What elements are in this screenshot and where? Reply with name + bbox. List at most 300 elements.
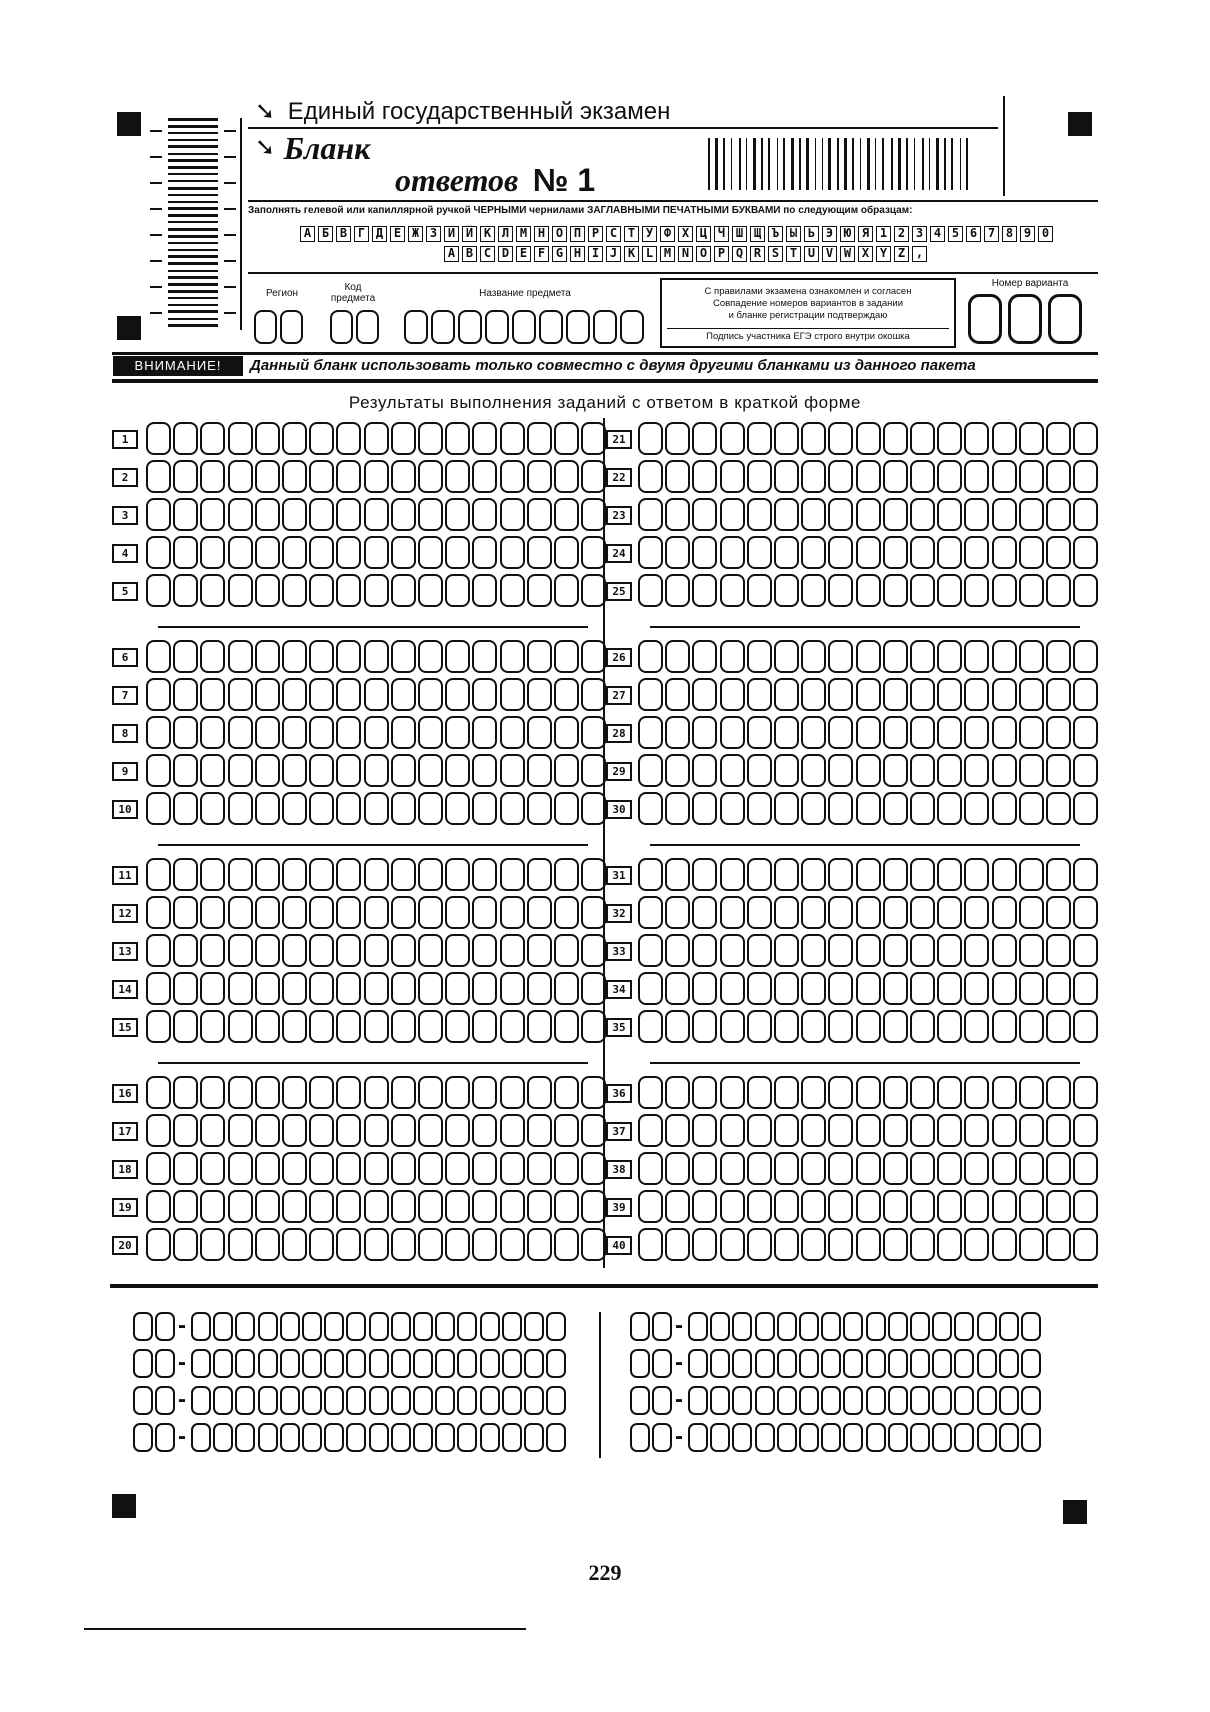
answer-cell[interactable] (801, 858, 826, 891)
answer-cell[interactable] (391, 1228, 416, 1261)
answer-cell[interactable] (1019, 460, 1044, 493)
answer-cell[interactable] (445, 934, 470, 967)
answer-cell[interactable] (1019, 754, 1044, 787)
replacement-answer-cell[interactable] (866, 1386, 886, 1415)
replacement-answer-cell[interactable] (457, 1312, 477, 1341)
answer-cell[interactable] (964, 574, 989, 607)
answer-cell[interactable] (554, 972, 579, 1005)
answer-cell[interactable] (173, 1010, 198, 1043)
answer-cell[interactable] (1019, 896, 1044, 929)
answer-cell[interactable] (883, 716, 908, 749)
replacement-answer-cell[interactable] (843, 1312, 863, 1341)
replacement-answer-cell[interactable] (999, 1312, 1019, 1341)
answer-cell[interactable] (554, 716, 579, 749)
answer-cell[interactable] (173, 1076, 198, 1109)
answer-cell[interactable] (364, 716, 389, 749)
answer-cell[interactable] (828, 574, 853, 607)
answer-cell[interactable] (391, 716, 416, 749)
answer-cell[interactable] (527, 754, 552, 787)
answer-cell[interactable] (692, 896, 717, 929)
answer-cell[interactable] (937, 896, 962, 929)
answer-cell[interactable] (527, 536, 552, 569)
answer-cell[interactable] (418, 1152, 443, 1185)
answer-cell[interactable] (638, 858, 663, 891)
answer-cell[interactable] (200, 716, 225, 749)
answer-cell[interactable] (638, 1228, 663, 1261)
replacement-answer-cell[interactable] (1021, 1386, 1041, 1415)
answer-cell[interactable] (173, 858, 198, 891)
answer-cell[interactable] (309, 574, 334, 607)
answer-cell[interactable] (173, 536, 198, 569)
answer-cell[interactable] (391, 498, 416, 531)
answer-cell[interactable] (527, 1152, 552, 1185)
answer-cell[interactable] (992, 1228, 1017, 1261)
answer-cell[interactable] (228, 858, 253, 891)
answer-cell[interactable] (200, 858, 225, 891)
answer-cell[interactable] (937, 858, 962, 891)
answer-cell[interactable] (692, 858, 717, 891)
answer-cell[interactable] (309, 422, 334, 455)
replacement-answer-cell[interactable] (799, 1312, 819, 1341)
replacement-answer-cell[interactable] (280, 1312, 300, 1341)
replacement-answer-cell[interactable] (755, 1312, 775, 1341)
answer-cell[interactable] (173, 754, 198, 787)
replacement-answer-cell[interactable] (755, 1349, 775, 1378)
answer-cell[interactable] (336, 972, 361, 1005)
answer-cell[interactable] (228, 1114, 253, 1147)
answer-cell[interactable] (1073, 498, 1098, 531)
answer-cell[interactable] (692, 1114, 717, 1147)
answer-cell[interactable] (828, 460, 853, 493)
subject-name-cell[interactable] (404, 310, 428, 344)
replacement-answer-cell[interactable] (777, 1312, 797, 1341)
answer-cell[interactable] (200, 460, 225, 493)
replacement-answer-cell[interactable] (821, 1423, 841, 1452)
replacement-answer-cell[interactable] (524, 1386, 544, 1415)
answer-cell[interactable] (282, 1114, 307, 1147)
answer-cell[interactable] (828, 536, 853, 569)
answer-cell[interactable] (309, 1010, 334, 1043)
answer-cell[interactable] (445, 858, 470, 891)
replacement-answer-cell[interactable] (843, 1423, 863, 1452)
answer-cell[interactable] (828, 422, 853, 455)
answer-cell[interactable] (883, 792, 908, 825)
answer-cell[interactable] (665, 460, 690, 493)
answer-cell[interactable] (554, 498, 579, 531)
answer-cell[interactable] (1046, 934, 1071, 967)
replacement-answer-cell[interactable] (302, 1423, 322, 1452)
answer-cell[interactable] (992, 460, 1017, 493)
answer-cell[interactable] (391, 422, 416, 455)
replacement-answer-cell[interactable] (710, 1349, 730, 1378)
answer-cell[interactable] (720, 754, 745, 787)
answer-cell[interactable] (472, 422, 497, 455)
answer-cell[interactable] (992, 1076, 1017, 1109)
answer-cell[interactable] (472, 536, 497, 569)
answer-cell[interactable] (1073, 754, 1098, 787)
answer-cell[interactable] (720, 678, 745, 711)
answer-cell[interactable] (282, 1076, 307, 1109)
variant-cell-2[interactable] (1008, 294, 1042, 344)
answer-cell[interactable] (336, 1152, 361, 1185)
answer-cell[interactable] (720, 640, 745, 673)
answer-cell[interactable] (391, 1152, 416, 1185)
answer-cell[interactable] (500, 498, 525, 531)
answer-cell[interactable] (391, 754, 416, 787)
answer-cell[interactable] (255, 1228, 280, 1261)
answer-cell[interactable] (964, 498, 989, 531)
answer-cell[interactable] (255, 678, 280, 711)
answer-cell[interactable] (801, 1190, 826, 1223)
answer-cell[interactable] (1019, 1152, 1044, 1185)
answer-cell[interactable] (472, 1114, 497, 1147)
answer-cell[interactable] (720, 896, 745, 929)
answer-cell[interactable] (856, 498, 881, 531)
answer-cell[interactable] (500, 1228, 525, 1261)
answer-cell[interactable] (282, 1010, 307, 1043)
replacement-answer-cell[interactable] (910, 1312, 930, 1341)
answer-cell[interactable] (554, 1228, 579, 1261)
answer-cell[interactable] (828, 1010, 853, 1043)
answer-cell[interactable] (910, 498, 935, 531)
replacement-number-cell[interactable] (133, 1349, 153, 1378)
answer-cell[interactable] (937, 574, 962, 607)
replacement-answer-cell[interactable] (999, 1386, 1019, 1415)
replacement-answer-cell[interactable] (732, 1349, 752, 1378)
replacement-answer-cell[interactable] (213, 1386, 233, 1415)
replacement-number-cell[interactable] (652, 1423, 672, 1452)
answer-cell[interactable] (527, 972, 552, 1005)
answer-cell[interactable] (856, 1228, 881, 1261)
answer-cell[interactable] (364, 422, 389, 455)
answer-cell[interactable] (801, 1228, 826, 1261)
answer-cell[interactable] (554, 858, 579, 891)
answer-cell[interactable] (527, 460, 552, 493)
answer-cell[interactable] (964, 1114, 989, 1147)
answer-cell[interactable] (391, 1010, 416, 1043)
answer-cell[interactable] (364, 754, 389, 787)
answer-cell[interactable] (173, 460, 198, 493)
answer-cell[interactable] (720, 1076, 745, 1109)
answer-cell[interactable] (883, 498, 908, 531)
answer-cell[interactable] (883, 640, 908, 673)
answer-cell[interactable] (472, 678, 497, 711)
answer-cell[interactable] (801, 754, 826, 787)
answer-cell[interactable] (937, 972, 962, 1005)
answer-cell[interactable] (309, 754, 334, 787)
answer-cell[interactable] (883, 678, 908, 711)
answer-cell[interactable] (200, 640, 225, 673)
answer-cell[interactable] (828, 792, 853, 825)
answer-cell[interactable] (720, 1190, 745, 1223)
answer-cell[interactable] (828, 1228, 853, 1261)
answer-cell[interactable] (638, 754, 663, 787)
answer-cell[interactable] (692, 934, 717, 967)
answer-cell[interactable] (418, 934, 443, 967)
answer-cell[interactable] (883, 1114, 908, 1147)
answer-cell[interactable] (445, 574, 470, 607)
answer-cell[interactable] (418, 460, 443, 493)
replacement-number-cell[interactable] (630, 1312, 650, 1341)
answer-cell[interactable] (665, 1076, 690, 1109)
answer-cell[interactable] (364, 1152, 389, 1185)
replacement-answer-cell[interactable] (910, 1423, 930, 1452)
answer-cell[interactable] (774, 574, 799, 607)
answer-cell[interactable] (255, 716, 280, 749)
answer-cell[interactable] (747, 536, 772, 569)
answer-cell[interactable] (747, 716, 772, 749)
answer-cell[interactable] (173, 934, 198, 967)
answer-cell[interactable] (1073, 678, 1098, 711)
subject-name-cell[interactable] (539, 310, 563, 344)
replacement-answer-cell[interactable] (777, 1349, 797, 1378)
answer-cell[interactable] (992, 1114, 1017, 1147)
replacement-answer-cell[interactable] (369, 1349, 389, 1378)
answer-cell[interactable] (173, 896, 198, 929)
answer-cell[interactable] (720, 536, 745, 569)
answer-cell[interactable] (309, 896, 334, 929)
answer-cell[interactable] (692, 1152, 717, 1185)
answer-cell[interactable] (527, 1076, 552, 1109)
answer-cell[interactable] (720, 858, 745, 891)
answer-cell[interactable] (720, 716, 745, 749)
answer-cell[interactable] (445, 716, 470, 749)
answer-cell[interactable] (228, 1228, 253, 1261)
answer-cell[interactable] (992, 498, 1017, 531)
answer-cell[interactable] (665, 858, 690, 891)
replacement-answer-cell[interactable] (932, 1349, 952, 1378)
answer-cell[interactable] (910, 1076, 935, 1109)
answer-cell[interactable] (1046, 1114, 1071, 1147)
answer-cell[interactable] (500, 640, 525, 673)
answer-cell[interactable] (527, 896, 552, 929)
answer-cell[interactable] (747, 422, 772, 455)
answer-cell[interactable] (774, 792, 799, 825)
answer-cell[interactable] (801, 574, 826, 607)
replacement-answer-cell[interactable] (369, 1386, 389, 1415)
replacement-answer-cell[interactable] (843, 1386, 863, 1415)
replacement-answer-cell[interactable] (435, 1423, 455, 1452)
replacement-answer-cell[interactable] (866, 1423, 886, 1452)
answer-cell[interactable] (364, 1010, 389, 1043)
replacement-answer-cell[interactable] (369, 1423, 389, 1452)
answer-cell[interactable] (527, 1114, 552, 1147)
answer-cell[interactable] (1019, 1190, 1044, 1223)
answer-cell[interactable] (309, 640, 334, 673)
answer-cell[interactable] (472, 460, 497, 493)
answer-cell[interactable] (692, 422, 717, 455)
answer-cell[interactable] (937, 1076, 962, 1109)
answer-cell[interactable] (391, 792, 416, 825)
replacement-answer-cell[interactable] (777, 1386, 797, 1415)
replacement-answer-cell[interactable] (688, 1423, 708, 1452)
answer-cell[interactable] (472, 574, 497, 607)
replacement-answer-cell[interactable] (280, 1349, 300, 1378)
answer-cell[interactable] (747, 972, 772, 1005)
answer-cell[interactable] (937, 792, 962, 825)
answer-cell[interactable] (282, 1228, 307, 1261)
answer-cell[interactable] (200, 422, 225, 455)
replacement-answer-cell[interactable] (280, 1423, 300, 1452)
answer-cell[interactable] (554, 1076, 579, 1109)
answer-cell[interactable] (228, 792, 253, 825)
replacement-answer-cell[interactable] (999, 1349, 1019, 1378)
answer-cell[interactable] (856, 574, 881, 607)
replacement-answer-cell[interactable] (346, 1349, 366, 1378)
answer-cell[interactable] (146, 934, 171, 967)
answer-cell[interactable] (910, 1010, 935, 1043)
answer-cell[interactable] (418, 792, 443, 825)
answer-cell[interactable] (228, 536, 253, 569)
answer-cell[interactable] (255, 1010, 280, 1043)
answer-cell[interactable] (472, 896, 497, 929)
answer-cell[interactable] (554, 934, 579, 967)
answer-cell[interactable] (964, 754, 989, 787)
answer-cell[interactable] (228, 716, 253, 749)
answer-cell[interactable] (964, 1076, 989, 1109)
answer-cell[interactable] (146, 1152, 171, 1185)
answer-cell[interactable] (173, 1114, 198, 1147)
answer-cell[interactable] (801, 1114, 826, 1147)
answer-cell[interactable] (1073, 1114, 1098, 1147)
replacement-answer-cell[interactable] (821, 1312, 841, 1341)
answer-cell[interactable] (364, 498, 389, 531)
answer-cell[interactable] (200, 574, 225, 607)
answer-cell[interactable] (554, 1114, 579, 1147)
answer-cell[interactable] (527, 716, 552, 749)
answer-cell[interactable] (500, 678, 525, 711)
answer-cell[interactable] (747, 934, 772, 967)
answer-cell[interactable] (692, 716, 717, 749)
answer-cell[interactable] (364, 1228, 389, 1261)
answer-cell[interactable] (445, 1228, 470, 1261)
answer-cell[interactable] (554, 536, 579, 569)
answer-cell[interactable] (255, 1190, 280, 1223)
answer-cell[interactable] (720, 460, 745, 493)
answer-cell[interactable] (500, 1114, 525, 1147)
answer-cell[interactable] (692, 574, 717, 607)
answer-cell[interactable] (992, 972, 1017, 1005)
answer-cell[interactable] (500, 716, 525, 749)
answer-cell[interactable] (883, 1190, 908, 1223)
replacement-answer-cell[interactable] (258, 1423, 278, 1452)
answer-cell[interactable] (418, 678, 443, 711)
answer-cell[interactable] (527, 422, 552, 455)
answer-cell[interactable] (500, 792, 525, 825)
answer-cell[interactable] (1073, 640, 1098, 673)
answer-cell[interactable] (856, 896, 881, 929)
replacement-answer-cell[interactable] (932, 1312, 952, 1341)
answer-cell[interactable] (228, 972, 253, 1005)
answer-cell[interactable] (364, 640, 389, 673)
answer-cell[interactable] (1073, 1076, 1098, 1109)
answer-cell[interactable] (418, 498, 443, 531)
answer-cell[interactable] (500, 858, 525, 891)
answer-cell[interactable] (774, 1010, 799, 1043)
answer-cell[interactable] (937, 536, 962, 569)
replacement-answer-cell[interactable] (346, 1312, 366, 1341)
answer-cell[interactable] (692, 1076, 717, 1109)
answer-cell[interactable] (692, 460, 717, 493)
answer-cell[interactable] (1073, 716, 1098, 749)
answer-cell[interactable] (418, 1190, 443, 1223)
answer-cell[interactable] (747, 1010, 772, 1043)
replacement-answer-cell[interactable] (954, 1423, 974, 1452)
answer-cell[interactable] (282, 678, 307, 711)
replacement-answer-cell[interactable] (457, 1386, 477, 1415)
replacement-number-cell[interactable] (630, 1349, 650, 1378)
answer-cell[interactable] (527, 574, 552, 607)
answer-cell[interactable] (828, 1190, 853, 1223)
answer-cell[interactable] (418, 536, 443, 569)
replacement-answer-cell[interactable] (732, 1423, 752, 1452)
replacement-number-cell[interactable] (652, 1386, 672, 1415)
answer-cell[interactable] (774, 422, 799, 455)
replacement-answer-cell[interactable] (977, 1349, 997, 1378)
answer-cell[interactable] (472, 640, 497, 673)
answer-cell[interactable] (856, 1076, 881, 1109)
answer-cell[interactable] (282, 792, 307, 825)
answer-cell[interactable] (828, 1076, 853, 1109)
replacement-answer-cell[interactable] (546, 1423, 566, 1452)
answer-cell[interactable] (883, 1228, 908, 1261)
replacement-answer-cell[interactable] (302, 1386, 322, 1415)
answer-cell[interactable] (391, 1190, 416, 1223)
answer-cell[interactable] (747, 896, 772, 929)
answer-cell[interactable] (964, 972, 989, 1005)
answer-cell[interactable] (200, 896, 225, 929)
answer-cell[interactable] (774, 716, 799, 749)
answer-cell[interactable] (282, 574, 307, 607)
answer-cell[interactable] (391, 896, 416, 929)
answer-cell[interactable] (309, 792, 334, 825)
replacement-answer-cell[interactable] (546, 1386, 566, 1415)
answer-cell[interactable] (527, 1010, 552, 1043)
replacement-answer-cell[interactable] (302, 1312, 322, 1341)
answer-cell[interactable] (500, 1076, 525, 1109)
replacement-answer-cell[interactable] (346, 1386, 366, 1415)
answer-cell[interactable] (554, 1010, 579, 1043)
answer-cell[interactable] (856, 858, 881, 891)
answer-cell[interactable] (883, 574, 908, 607)
answer-cell[interactable] (445, 460, 470, 493)
replacement-answer-cell[interactable] (1021, 1423, 1041, 1452)
replacement-answer-cell[interactable] (977, 1386, 997, 1415)
replacement-answer-cell[interactable] (324, 1312, 344, 1341)
replacement-answer-cell[interactable] (435, 1349, 455, 1378)
answer-cell[interactable] (472, 1228, 497, 1261)
answer-cell[interactable] (883, 1076, 908, 1109)
answer-cell[interactable] (146, 422, 171, 455)
answer-cell[interactable] (309, 858, 334, 891)
answer-cell[interactable] (992, 422, 1017, 455)
answer-cell[interactable] (146, 640, 171, 673)
answer-cell[interactable] (336, 1228, 361, 1261)
answer-cell[interactable] (228, 1190, 253, 1223)
answer-cell[interactable] (146, 1076, 171, 1109)
answer-cell[interactable] (665, 536, 690, 569)
answer-cell[interactable] (883, 1010, 908, 1043)
replacement-answer-cell[interactable] (191, 1423, 211, 1452)
answer-cell[interactable] (200, 1190, 225, 1223)
answer-cell[interactable] (964, 640, 989, 673)
subject-name-cell[interactable] (620, 310, 644, 344)
answer-cell[interactable] (228, 754, 253, 787)
answer-cell[interactable] (638, 640, 663, 673)
answer-cell[interactable] (282, 858, 307, 891)
answer-cell[interactable] (364, 896, 389, 929)
answer-cell[interactable] (527, 858, 552, 891)
